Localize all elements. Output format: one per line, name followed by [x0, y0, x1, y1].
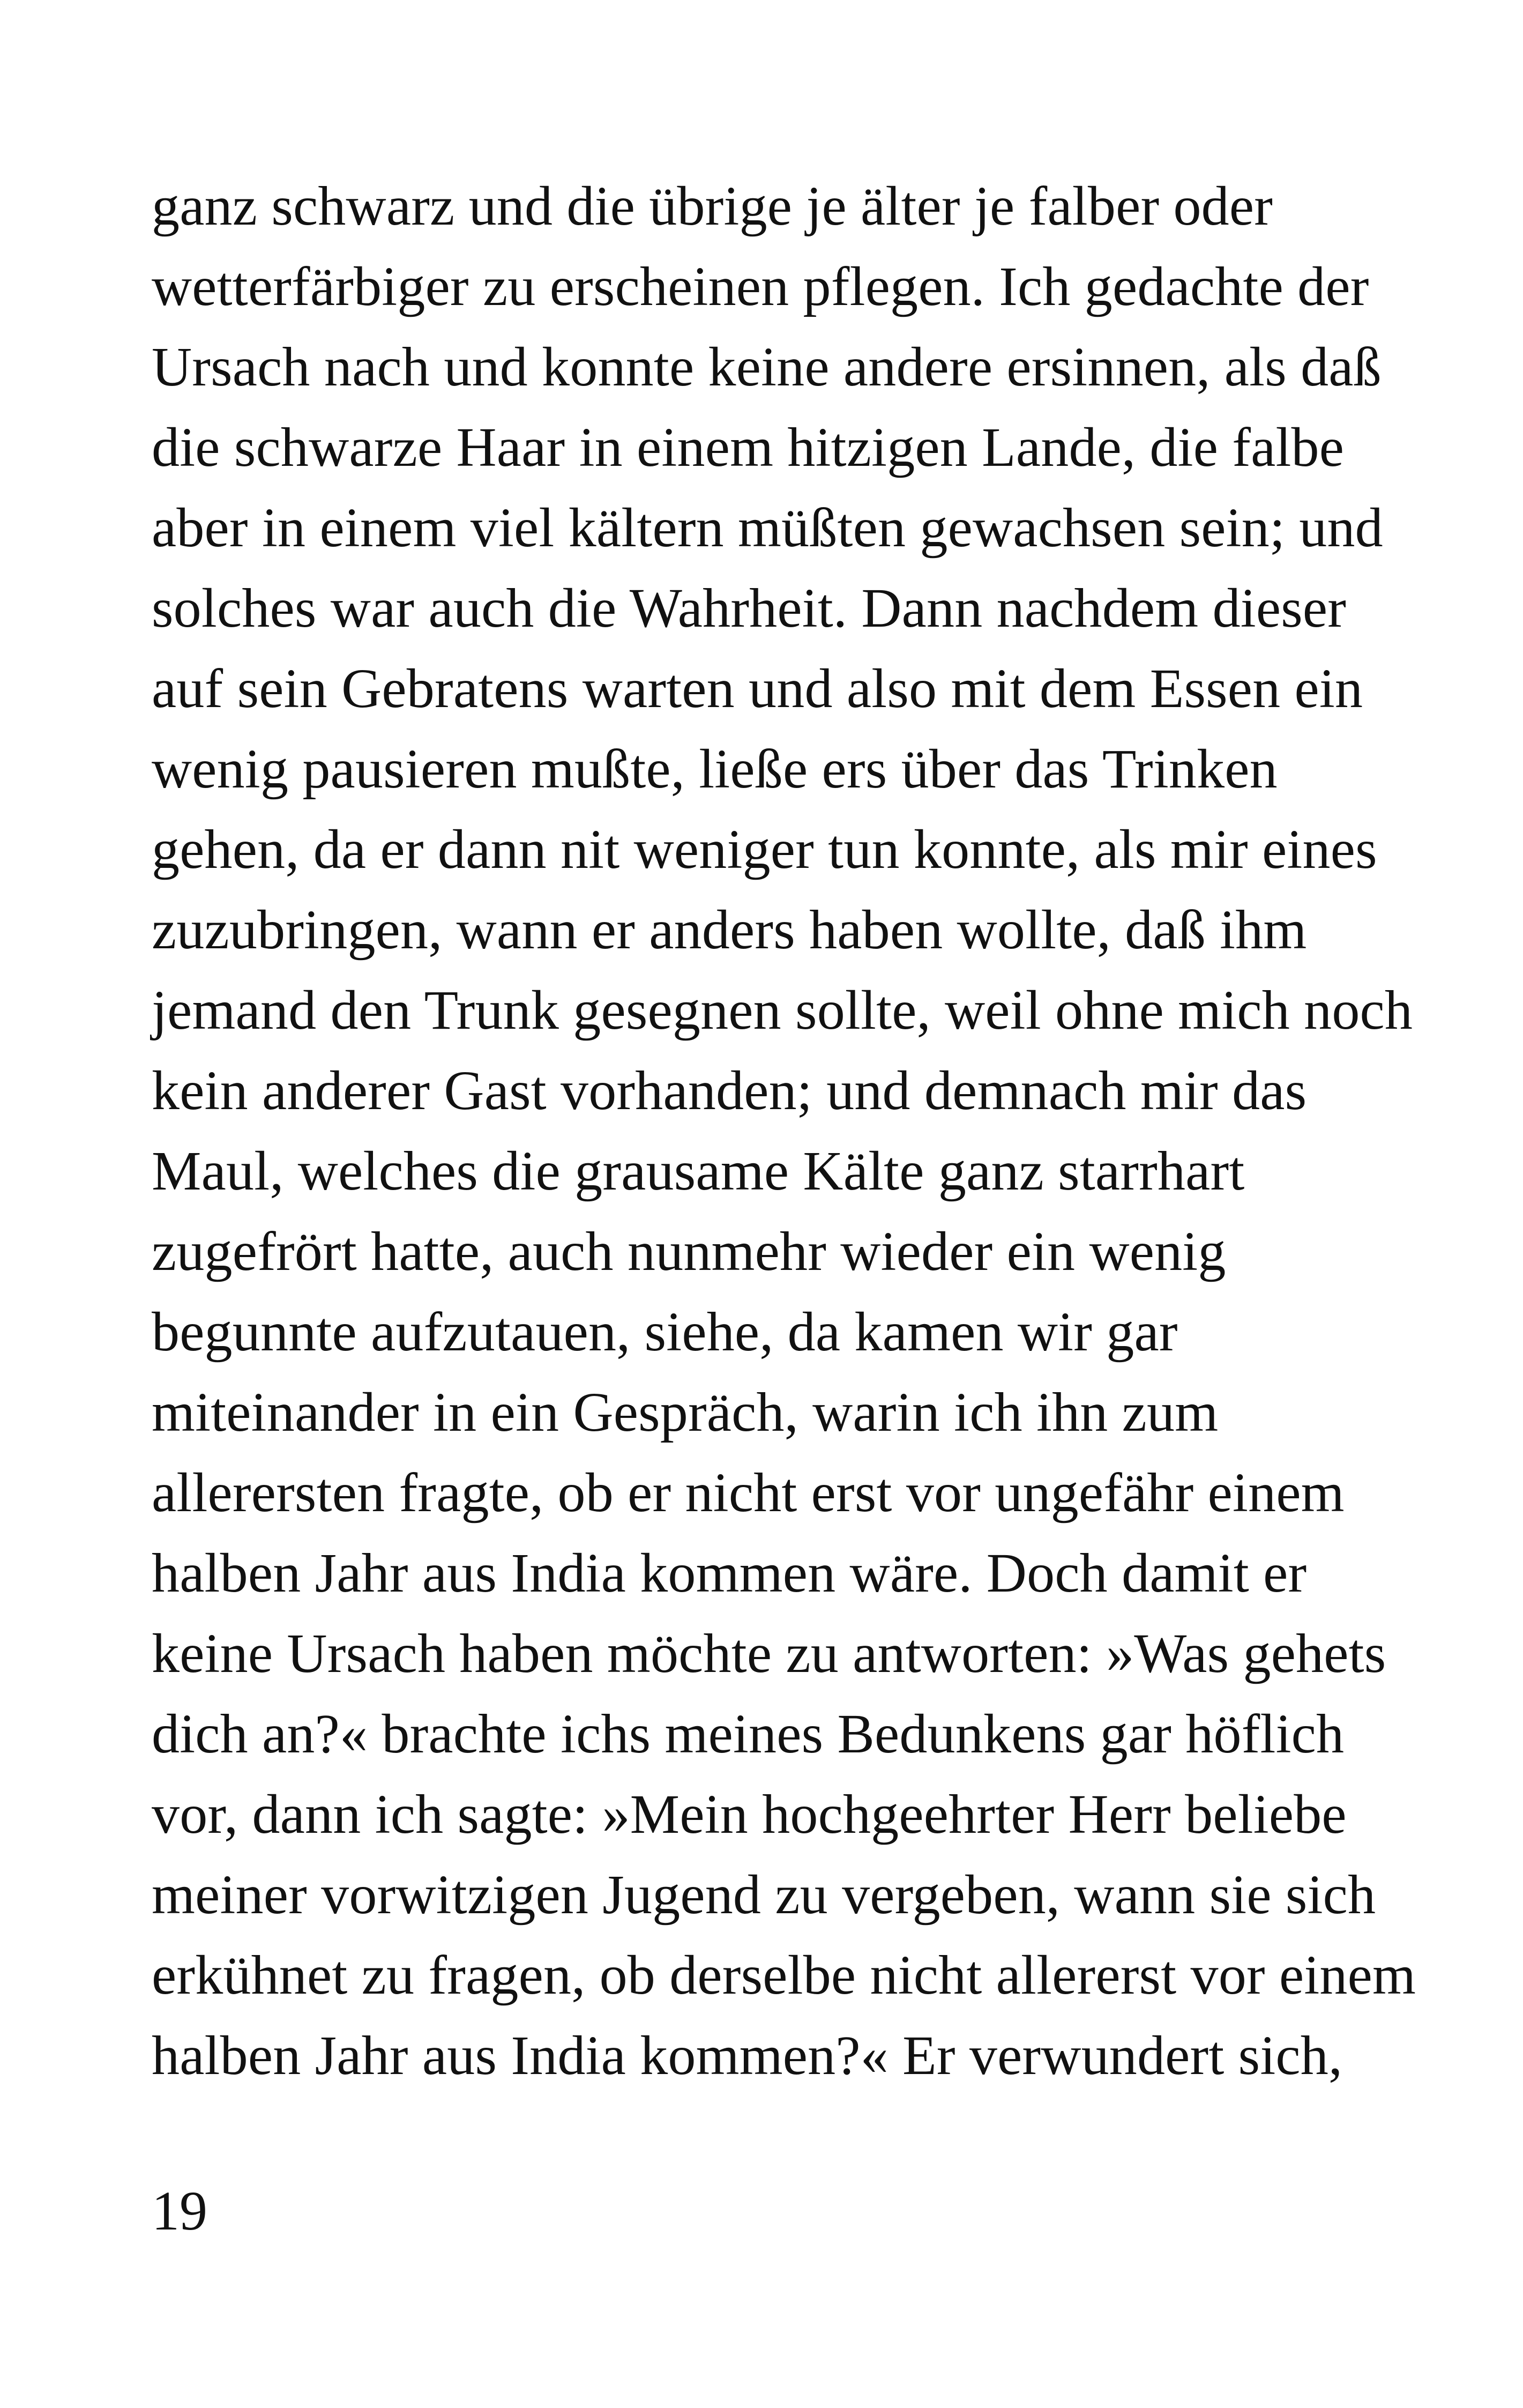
text-line: vor, dann ich sagte: »Mein hochgeehrter Herr beliebe: [152, 1783, 1347, 1845]
text-line: Maul, welches die grausame Kälte ganz starrhart: [152, 1140, 1245, 1202]
text-line: aber in einem viel kältern müßten gewachsen sein; und: [152, 497, 1383, 559]
text-line: keine Ursach haben möchte zu antworten: »Was gehets: [152, 1623, 1386, 1684]
body-text: [152, 166, 1438, 2096]
text-line: solches war auch die Wahrheit. Dann nachdem dieser: [152, 577, 1347, 639]
text-line: miteinander in ein Gespräch, warin ich ihn zum: [152, 1381, 1219, 1443]
text-line: begunnte aufzutauen, siehe, da kamen wir gar: [152, 1301, 1178, 1363]
text-line: halben Jahr aus India kommen wäre. Doch damit er: [152, 1542, 1307, 1604]
text-line: Ursach nach und konnte keine andere ersinnen, als daß: [152, 336, 1382, 398]
text-line: zuzubringen, wann er anders haben wollte, daß ihm: [152, 899, 1307, 961]
text-line: kein anderer Gast vorhanden; und demnach mir das: [152, 1060, 1307, 1121]
text-line: ganz schwarz und die übrige je älter je falber oder: [152, 175, 1273, 237]
text-line: zugefrört hatte, auch nunmehr wieder ein wenig: [152, 1221, 1226, 1282]
page-number: 19: [152, 2180, 207, 2242]
text-line: halben Jahr aus India kommen?« Er verwundert sich,: [152, 2025, 1343, 2086]
text-line: gehen, da er dann nit weniger tun konnte, als mir eines: [152, 819, 1377, 880]
text-line: dich an?« brachte ichs meines Bedunkens gar höflich: [152, 1703, 1345, 1765]
text-line: die schwarze Haar in einem hitzigen Lande, die falbe: [152, 417, 1345, 478]
text-line: meiner vorwitzigen Jugend zu vergeben, wann sie sich: [152, 1864, 1376, 1926]
text-line: jemand den Trunk gesegnen sollte, weil ohne mich noch: [152, 979, 1413, 1041]
text-line: auf sein Gebratens warten und also mit dem Essen ein: [152, 658, 1363, 719]
text-line: wetterfärbiger zu erscheinen pflegen. Ich gedachte der: [152, 256, 1369, 317]
text-line: wenig pausieren mußte, ließe ers über das Trinken: [152, 738, 1278, 800]
text-line: erkühnet zu fragen, ob derselbe nicht allererst vor einem: [152, 1944, 1416, 2006]
text-line: allerersten fragte, ob er nicht erst vor ungefähr einem: [152, 1462, 1345, 1523]
